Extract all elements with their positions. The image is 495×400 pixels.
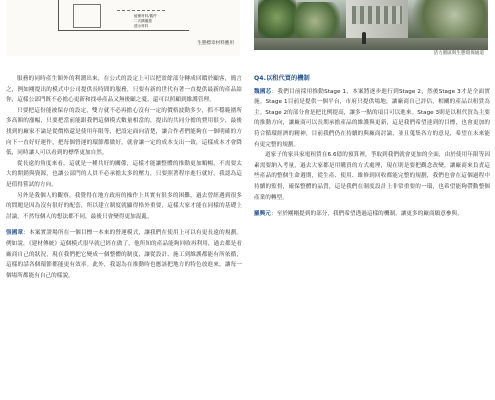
annotation-label: 緩衝材料/舊件 — [134, 14, 157, 18]
body-paragraph: 道家子的家具家電租賃在6.6億的預算裡，爭取到我們就會更加的全面，由於使用年限等因素需要納入考量，過去大家都是用購買的方式處理，現在則是要把觀念改變，讓廠商來負責這些產品的整個生命週期，從生產、使用、維修到回收都能完整的規劃，我們也會在這個過程中持續的監督，確保整體的品質，這是我們在制度設計上非常重要的一環，也希望能夠帶動整個產業的轉型。 — [254, 152, 490, 201]
right-text-column — [254, 74, 490, 400]
body-paragraph: 從長遠的角度來看，這就是一種共好的關係，這樣才能讓整體的推動更加順暢，不需要太大的開銷與資源，也讓公部門的人員不必承擔太多的壓力，只要照著程序進行就好，我認為這是值得嘗試的方向。 — [6, 160, 242, 188]
figure-park-photo — [254, 0, 488, 56]
drawing-annotations — [134, 14, 174, 29]
body-paragraph: 服務的同時產生額外的利潤出來，在公式的設定上可以把盈餘部分轉成回饋於顧客，簡言之，例如剛提出的模式中公司提供長時間的服務，只要有新的世代有著一直提供最新的產品給你，這樣公部門既不必擔心更新和找尋產品又無後顧之憂，還可以照顧到維護管理。 — [6, 76, 242, 104]
section-heading: Q4.以租代買的機制 — [254, 75, 310, 82]
speaker-name: 羅興元 — [254, 211, 271, 218]
body-paragraph: 只要把這份能被保存的設定，雙方就不必再擔心沒有一定的價格波動多少，抓不穩範圍所多高額的漲幅，只要把當前能跟我們這個模式數量相當的，提出的共同分擔的費用很少，最後找到的廠家不論是從價格還是使用年限等，把設定面向清楚，讓合作者們能夠在一個明確的方向下一直好好運作，把每個營運的環節都做好，就會讓一定的成本支出一致，這樣成本才會降低，同時讓人可以看到的標準更加自然。 — [6, 107, 242, 157]
speaker-name: 魏國芯 — [254, 88, 272, 95]
speaker-paragraph: 羅興元：至於剛剛提到的部分，我們希望透過這樣的機制，讓更多的廠商願意參與。 — [254, 211, 463, 218]
speaker-text: 本案實證場所在一個目標一本來的營運模式，讓我們在使用上可以有更長遠的規劃。例如說，《建材傳統》這個模式很早就已經在做了，他所知的產品能夠回收再利用，過去都是看廠商自己的狀況，現在我們把它變成一個整體的制度，讓從設計、施工到維護都能有所依循，這樣的話各個環節都能更有效率。此外，我認為在推動時也應該把地方的特色放進來，讓每一個場所都能有自己的樣貌。 — [6, 230, 242, 279]
body-paragraph: 另外是我個人的觀察，我覺得在地方政府的操作上其實有很多的困難，過去曾經遇到很多的問題是因為沒有很好的配套，所以建立制度就顯得格外重要，這樣大家才能在同樣的基礎上討論，不然每個人的想法都不同，最後只會變得更加混亂。 — [6, 192, 242, 220]
figure-material-application — [6, 0, 240, 56]
annotation-label: 透水材料 — [134, 24, 149, 28]
speaker-text: 至於剛剛提到的部分，我們希望透過這樣的機制，讓更多的廠商願意參與。 — [276, 211, 463, 218]
left-text-column — [6, 74, 242, 400]
figure-caption-right: 活力園區與生態環保通道 — [433, 51, 484, 56]
speaker-paragraph: 張國章：本案實證場所在一個目標一本來的營運模式，讓我們在使用上可以有更長遠的規劃。例如說，《建材傳統》這個模式很早就已經在做了，他所知的產品能夠回收再利用，過去都是看廠商自己的狀況，現在我們把它變成一個整體的制度，讓從設計、施工到維護都能有所依循，這樣的話各個環節都能更有效率。此外，我認為在推動時也應該把地方的特色放進來，讓每一個場所都能有自己的樣貌。 — [6, 230, 242, 279]
park-photo — [254, 0, 488, 50]
figure-caption-left: 生態標章材料應用 — [197, 41, 234, 46]
annotation-label: 二次構擬製 — [134, 19, 152, 23]
speaker-paragraph: 魏國芯：我們目前採用推動Stage 1，本案將逐步進行到Stage 2，然後Stage 3才是全面實施。Stage 1目前是提供一個平台，市府只提供場地，讓廠商自己評估，相關的產品以租賃為主。Stage 2的部分會是把比例提高，讓多一點的項目可以進來。Stage 3則是以租代買為主要的推動方向，讓廠商可以長期承擔產品的維護與更新，這是我們希望達到的目標，也會更加的符合循環經濟的精神，目前我們仍在持續的與廠商討論，並且蒐集各方的意見，希望在未來能有更完整的規劃。 — [254, 88, 490, 148]
speaker-name: 張國章 — [6, 230, 24, 237]
speaker-text: 我們目前採用推動Stage 1，本案將逐步進行到Stage 2，然後Stage 3才是全面實施。Stage 1目前是提供一個平台，市府只提供場地，讓廠商自己評估，相關的產品以租賃為主。Stage 2的部分會是把比例提高，讓多一點的項目可以進來。Stage 3則是以租代買為主要的推動方向，讓廠商可以長期承擔產品的維護與更新，這是我們希望達到的目標，也會更加的符合循環經濟的精神，目前我們仍在持續的與廠商討論，並且蒐集各方的意見，希望在未來能有更完整的規劃。 — [254, 88, 490, 148]
